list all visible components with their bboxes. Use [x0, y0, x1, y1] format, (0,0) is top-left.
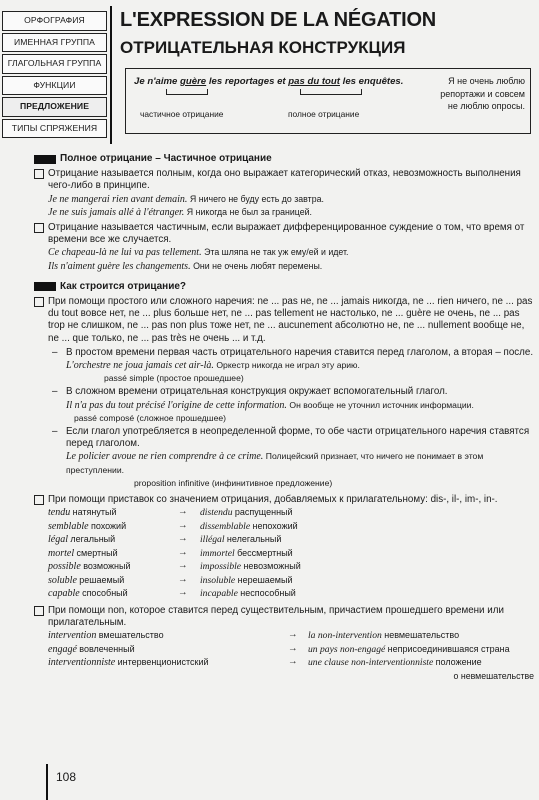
table-row	[48, 574, 534, 588]
checkbox-icon	[34, 169, 44, 179]
negated-word-fr: immortel	[200, 547, 235, 559]
negated-word-ru: нелегальный	[226, 534, 282, 545]
base-word-fr: engagé	[48, 643, 77, 655]
page-subtitle: ОТРИЦАТЕЛЬНАЯ КОНСТРУКЦИЯ	[120, 38, 406, 57]
base-word-cell	[48, 643, 288, 657]
negated-word-fr: un pays non-engagé	[308, 643, 386, 655]
base-word-cell	[48, 656, 288, 670]
negated-word-cell	[200, 587, 296, 601]
sidebar-item-functions[interactable]: ФУНКЦИИ	[2, 76, 107, 96]
negated-word-cell	[200, 520, 298, 534]
checkbox-icon	[34, 297, 44, 307]
negated-word-ru: распущенный	[234, 507, 293, 518]
base-word-ru: натянутый	[72, 507, 117, 518]
checkbox-icon	[34, 606, 44, 616]
base-word-fr: intervention	[48, 630, 97, 642]
negated-word-ru: неприсоединившаяся страна	[387, 643, 510, 654]
example-line: Il n'a pas du tout précisé l'origine de cette information. Он вообще не уточнил источник информации.	[66, 399, 474, 411]
rule-compound-tense: – В сложном времени отрицательная конструкция окружает вспомогательный глагол.	[34, 386, 534, 398]
arrow-icon: →	[178, 533, 188, 545]
negated-word-cell	[308, 643, 510, 657]
negated-word-cell	[200, 547, 293, 561]
example-line: Le policier avoue ne rien comprendre à ce crime. Полицейский признает, что ничего не понимает в этом преступлении.	[66, 451, 484, 475]
base-word-cell	[48, 547, 178, 561]
example-line: Je ne suis jamais allé à l'étranger. Я никогда не был за границей.	[48, 206, 312, 218]
paragraph-non: При помощи non, которое ставится перед существительным, причастием прошедшего времени или прилагательным.	[34, 605, 534, 629]
arrow-icon: →	[288, 656, 298, 668]
page-number-divider	[46, 764, 48, 800]
checkbox-icon	[34, 495, 44, 505]
table-row	[48, 629, 534, 643]
example-sentence: Je n'aime guère les reportages et pas du tout les enquêtes.	[134, 76, 404, 87]
prefix-table	[34, 506, 534, 601]
negated-word-cell	[200, 506, 293, 520]
negated-word-ru: неспособный	[240, 588, 296, 599]
tense-note: proposition infinitive (инфинитивное предложение)	[134, 477, 333, 488]
negated-word-fr: distendu	[200, 507, 233, 519]
negated-word-cell	[200, 533, 281, 547]
tense-note: passé simple (простое прошедшее)	[104, 373, 244, 384]
base-word-ru: вовлеченный	[79, 643, 135, 654]
sidebar-item-verb-group[interactable]: ГЛАГОЛЬНАЯ ГРУППА	[2, 54, 107, 74]
label-partial-negation: частичное отрицание	[140, 109, 224, 119]
arrow-icon: →	[178, 506, 188, 518]
base-word-ru: похожий	[90, 520, 127, 531]
paragraph-partial-negation: Отрицание называется частичным, если выражает дифференцированное суждение о том, что время от времени все же случается.	[34, 222, 534, 246]
sidebar-item-sentence[interactable]: ПРЕДЛОЖЕНИЕ	[2, 97, 107, 117]
sidebar-item-conjugation[interactable]: ТИПЫ СПРЯЖЕНИЯ	[2, 119, 107, 139]
negated-word-ru: невозможный	[243, 561, 301, 572]
non-table	[34, 629, 534, 670]
bracket-partial	[166, 89, 208, 95]
checkbox-icon	[34, 223, 44, 233]
example-line: Je ne mangerai rien avant demain. Я ничего не буду есть до завтра.	[48, 193, 324, 205]
negated-word-fr: incapable	[200, 588, 238, 600]
arrow-icon: →	[178, 519, 188, 531]
table-tail: о невмешательстве	[453, 670, 534, 681]
base-word-fr: possible	[48, 561, 81, 573]
table-row	[48, 643, 534, 657]
negated-word-ru: невмешательство	[384, 630, 460, 641]
base-word-fr: mortel	[48, 547, 75, 559]
arrow-icon: →	[178, 560, 188, 572]
bracket-full	[300, 89, 362, 95]
negated-word-cell	[200, 574, 293, 588]
base-word-fr: capable	[48, 588, 80, 600]
negated-word-cell	[308, 629, 459, 643]
base-word-ru: смертный	[76, 547, 118, 558]
example-translation: Я не очень люблю репортажи и совсем не люблю опросы.	[440, 76, 525, 111]
example-line: Ils n'aiment guère les changements. Они не очень любят перемены.	[48, 260, 323, 272]
base-word-fr: soluble	[48, 574, 77, 586]
label-full-negation: полное отрицание	[288, 109, 360, 119]
negated-word-ru: непохожий	[252, 520, 298, 531]
negated-word-cell	[308, 656, 482, 670]
base-word-cell	[48, 506, 178, 520]
example-line: Ce chapeau-là ne lui va pas tellement. Эта шляпа не так уж ему/ей и идет.	[48, 247, 349, 259]
table-row	[48, 547, 534, 561]
section-heading-full-partial: Полное отрицание – Частичное отрицание	[34, 153, 534, 165]
negated-word-ru: нерешаемый	[237, 574, 293, 585]
arrow-icon: →	[178, 546, 188, 558]
paragraph-full-negation: Отрицание называется полным, когда оно выражает категорический отказ, невозможность выполнения чего-либо в принципе.	[34, 168, 534, 192]
base-word-ru: вмешательство	[98, 630, 164, 641]
page-number: 108	[56, 770, 77, 784]
base-word-fr: interventionniste	[48, 657, 116, 669]
paragraph-prefixes: При помощи приставок со значением отрицания, добавляемых к прилагательному: dis-, il-, im-, in-.	[34, 494, 534, 506]
page-body	[34, 150, 534, 682]
base-word-fr: légal	[48, 534, 68, 546]
negated-word-fr: insoluble	[200, 574, 236, 586]
negated-word-fr: impossible	[200, 561, 242, 573]
arrow-icon: →	[178, 587, 188, 599]
negated-word-fr: une clause non-interventionniste	[308, 657, 434, 669]
tense-note: passé composé (сложное прошедшее)	[74, 412, 226, 423]
base-word-cell	[48, 560, 178, 574]
base-word-cell	[48, 574, 178, 588]
example-line: L'orchestre ne joua jamais cet air-là. Оркестр никогда не играл эту арию.	[66, 360, 360, 372]
table-row	[48, 506, 534, 520]
rule-infinitive: – Если глагол употребляется в неопределенной форме, то обе части отрицательного наречия ставятся перед глаголом.	[34, 426, 534, 450]
section-heading-construction: Как строится отрицание?	[34, 281, 534, 293]
example-box	[125, 68, 531, 134]
arrow-icon: →	[178, 573, 188, 585]
section-marker-icon	[34, 155, 56, 164]
sidebar-item-noun-group[interactable]: ИМЕННАЯ ГРУППА	[2, 33, 107, 53]
base-word-ru: способный	[82, 588, 128, 599]
negated-word-fr: illégal	[200, 534, 225, 546]
paragraph-adverbs: При помощи простого или сложного наречия: ne ... pas не, ne ... jamais никогда, ne ... rien ничего, ne ... pas du tout вовсе нет, ne ... plus больше нет, ne ... pas tellement не настолько, ne ... guère не очень, ne ... pas trop не слишком, ne ... pas non plus тоже нет, ne ... aucunement абсолютно не, ne ... nullement вообще не, ne ... que только, ne ... pas très не очень ... и т.д.	[34, 296, 534, 345]
base-word-cell	[48, 520, 178, 534]
table-row	[48, 656, 534, 670]
base-word-ru: интервенционистский	[117, 657, 209, 668]
table-row	[48, 520, 534, 534]
sidebar-item-orthography[interactable]: ОРФОГРАФИЯ	[2, 11, 107, 31]
arrow-icon: →	[288, 642, 298, 654]
chapter-sidebar	[2, 11, 107, 140]
base-word-ru: решаемый	[79, 574, 125, 585]
base-word-fr: semblable	[48, 520, 89, 532]
arrow-icon: →	[288, 629, 298, 641]
base-word-cell	[48, 587, 178, 601]
header-divider	[110, 6, 112, 144]
negated-word-ru: положение	[435, 657, 482, 668]
negated-word-cell	[200, 560, 301, 574]
negated-word-fr: dissemblable	[200, 520, 251, 532]
base-word-ru: легальный	[70, 534, 116, 545]
negated-word-ru: бессмертный	[237, 547, 293, 558]
table-row	[48, 533, 534, 547]
rule-simple-tense: – В простом времени первая часть отрицательного наречия ставится перед глаголом, а вторая – после.	[34, 347, 534, 359]
section-marker-icon	[34, 282, 56, 291]
page-title: L'EXPRESSION DE LA NÉGATION	[120, 9, 437, 31]
negated-word-fr: la non-intervention	[308, 630, 382, 642]
base-word-fr: tendu	[48, 507, 71, 519]
table-row	[48, 587, 534, 601]
base-word-cell	[48, 533, 178, 547]
base-word-ru: возможный	[83, 561, 131, 572]
base-word-cell	[48, 629, 288, 643]
table-row	[48, 560, 534, 574]
